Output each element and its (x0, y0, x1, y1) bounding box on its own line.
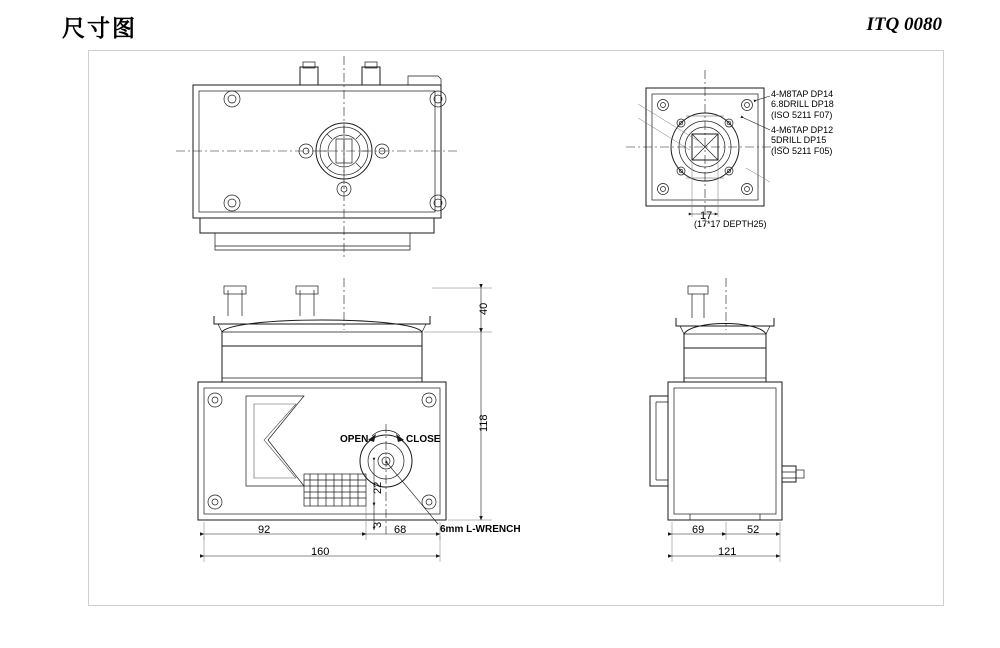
dimension-121: 121 (718, 546, 737, 558)
page-title: 尺寸图 (62, 16, 137, 42)
dimension-118: 118 (478, 414, 490, 432)
flange-note-2-line3: (ISO 5211 F05) (771, 145, 833, 156)
square-drive-note: (17*17 DEPTH25) (694, 219, 767, 229)
dimension-69: 69 (692, 524, 705, 536)
model-code: ITQ 0080 (866, 14, 942, 35)
dimension-22: 22 (372, 481, 384, 494)
flange-note-1-line3: (ISO 5211 F07) (771, 109, 833, 120)
open-label: OPEN (340, 434, 369, 445)
dimension-160: 160 (311, 546, 330, 558)
dimension-68: 68 (394, 524, 407, 536)
wrench-note: 6mm L-WRENCH (440, 524, 521, 535)
dimension-3: 3 (372, 521, 384, 528)
flange-note-2 (771, 125, 833, 156)
flange-note-1-line1: 4-M8TAP DP14 (771, 89, 834, 99)
dimension-52: 52 (747, 524, 760, 536)
flange-note-2-line1: 4-M6TAP DP12 (771, 125, 834, 135)
flange-note-1-line2: 6.8DRILL DP18 (771, 99, 834, 110)
dimension-92: 92 (258, 524, 271, 536)
flange-note-1 (771, 89, 834, 120)
flange-note-2-line2: 5DRILL DP15 (771, 135, 827, 146)
square-drive-dimension: 17 (700, 210, 713, 222)
dimension-40: 40 (478, 302, 490, 315)
close-label: CLOSE (406, 434, 441, 445)
